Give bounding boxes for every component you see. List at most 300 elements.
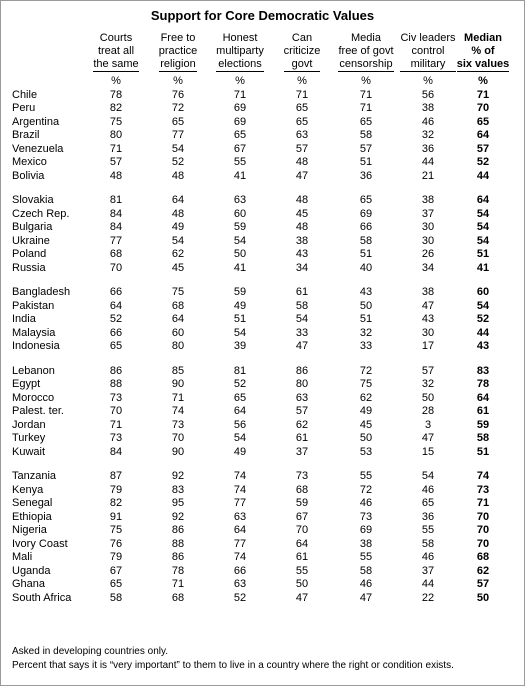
- table-row: [12, 170, 510, 184]
- value-cell: 36: [359, 169, 373, 182]
- value-cell: 43: [295, 248, 309, 260]
- value-cell: 41: [233, 169, 247, 182]
- value-cell: 63: [233, 194, 247, 206]
- percent-symbol: %: [173, 75, 183, 87]
- value-cell: 67: [233, 142, 247, 155]
- median-value: 57: [476, 578, 490, 590]
- value-cell: 38: [421, 194, 435, 206]
- value-cell: 50: [421, 391, 435, 404]
- column-header-criticize: Can criticize govt: [283, 32, 321, 70]
- table-row: [12, 378, 510, 392]
- value-cell: 57: [295, 142, 309, 155]
- table-row: [12, 156, 510, 170]
- value-cell: 40: [359, 261, 373, 274]
- table-row: [12, 262, 510, 276]
- value-cell: 45: [359, 418, 373, 431]
- value-cell: 86: [109, 364, 123, 377]
- value-cell: 75: [359, 378, 373, 390]
- country-name: Ghana: [12, 578, 46, 590]
- value-cell: 74: [233, 483, 247, 496]
- country-name: Mali: [12, 551, 33, 563]
- value-cell: 68: [109, 248, 123, 260]
- value-cell: 41: [233, 261, 247, 274]
- value-cell: 65: [171, 115, 185, 128]
- table-row: [12, 470, 510, 484]
- value-cell: 71: [233, 88, 247, 101]
- table-row: [12, 116, 510, 130]
- median-value: 41: [476, 261, 490, 274]
- value-cell: 55: [295, 564, 309, 577]
- value-cell: 58: [359, 564, 373, 577]
- country-name: Argentina: [12, 115, 60, 128]
- median-value: 68: [476, 551, 490, 563]
- table-row: [12, 432, 510, 446]
- table-row: [12, 511, 510, 525]
- value-cell: 61: [295, 286, 309, 298]
- value-cell: 52: [109, 313, 123, 325]
- value-cell: 66: [233, 564, 247, 577]
- median-value: 64: [476, 194, 490, 206]
- value-cell: 49: [233, 299, 247, 312]
- value-cell: 46: [359, 497, 373, 509]
- value-cell: 84: [109, 221, 123, 233]
- median-value: 54: [476, 207, 490, 220]
- table-row: [12, 89, 510, 103]
- value-cell: 53: [359, 445, 373, 458]
- value-cell: 62: [359, 391, 373, 404]
- value-cell: 50: [359, 299, 373, 312]
- value-cell: 63: [295, 129, 309, 141]
- value-cell: 71: [171, 391, 185, 404]
- value-cell: 33: [359, 340, 373, 352]
- value-cell: 72: [359, 364, 373, 377]
- value-cell: 50: [359, 432, 373, 444]
- table-row: [12, 446, 510, 460]
- value-cell: 72: [171, 102, 185, 114]
- value-cell: 64: [233, 524, 247, 536]
- value-cell: 34: [421, 261, 435, 274]
- value-cell: 56: [421, 88, 435, 101]
- value-cell: 17: [421, 340, 435, 352]
- value-cell: 49: [359, 405, 373, 417]
- table-row: [12, 129, 510, 143]
- country-name: South Africa: [12, 591, 72, 604]
- value-cell: 65: [233, 129, 247, 141]
- value-cell: 71: [109, 418, 123, 431]
- value-cell: 49: [171, 221, 185, 233]
- median-value: 70: [476, 524, 490, 536]
- value-cell: 51: [359, 248, 373, 260]
- country-name: Egypt: [12, 378, 41, 390]
- table-row: [12, 578, 510, 592]
- country-name: Brazil: [12, 129, 40, 141]
- country-name: Bulgaria: [12, 221, 53, 233]
- value-cell: 22: [421, 591, 435, 604]
- median-value: 60: [476, 286, 490, 298]
- value-cell: 54: [171, 142, 185, 155]
- value-cell: 69: [359, 207, 373, 220]
- value-cell: 54: [295, 313, 309, 325]
- table-row: [12, 143, 510, 157]
- value-cell: 77: [109, 234, 123, 247]
- value-cell: 30: [421, 234, 435, 247]
- country-name: Mexico: [12, 156, 47, 168]
- value-cell: 65: [359, 115, 373, 128]
- value-cell: 52: [171, 156, 185, 168]
- value-cell: 70: [295, 524, 309, 536]
- country-name: Tanzania: [12, 470, 57, 482]
- median-value: 71: [476, 497, 490, 509]
- value-cell: 58: [109, 591, 123, 604]
- value-cell: 86: [171, 551, 185, 563]
- value-cell: 47: [295, 591, 309, 604]
- country-name: Turkey: [12, 432, 46, 444]
- value-cell: 52: [233, 591, 247, 604]
- value-cell: 46: [359, 578, 373, 590]
- value-cell: 82: [109, 497, 123, 509]
- table-row: [12, 484, 510, 498]
- country-name: Russia: [12, 261, 46, 274]
- table-row: [12, 313, 510, 327]
- value-cell: 88: [171, 537, 185, 550]
- header-row: [12, 32, 510, 72]
- median-value: 70: [476, 102, 490, 114]
- value-cell: 54: [233, 234, 247, 247]
- value-cell: 51: [233, 313, 247, 325]
- column-header-religion: Free to practice religion: [158, 32, 198, 70]
- median-value: 61: [476, 405, 490, 417]
- country-name: Senegal: [12, 497, 53, 509]
- median-value: 78: [476, 378, 490, 390]
- percent-symbol: %: [423, 75, 433, 87]
- value-cell: 38: [421, 286, 435, 298]
- column-header-courts: Courts treat all the same: [93, 32, 139, 70]
- value-cell: 38: [359, 537, 373, 550]
- table-row: [12, 221, 510, 235]
- value-cell: 65: [109, 340, 123, 352]
- value-cell: 63: [295, 391, 309, 404]
- group-separator: [12, 275, 510, 286]
- value-cell: 74: [233, 551, 247, 563]
- value-cell: 59: [233, 286, 247, 298]
- value-cell: 74: [171, 405, 185, 417]
- value-cell: 67: [109, 564, 123, 577]
- value-cell: 50: [233, 248, 247, 260]
- median-value: 83: [476, 364, 490, 377]
- value-cell: 28: [421, 405, 435, 417]
- value-cell: 46: [421, 483, 435, 496]
- value-cell: 59: [295, 497, 309, 509]
- country-name: Malaysia: [12, 326, 56, 339]
- table-row: [12, 194, 510, 208]
- percent-symbol: %: [478, 75, 488, 87]
- country-name: Ivory Coast: [12, 537, 68, 550]
- percent-symbol: %: [111, 75, 121, 87]
- value-cell: 78: [171, 564, 185, 577]
- table-row: [12, 392, 510, 406]
- country-name: Chile: [12, 88, 38, 101]
- table-row: [12, 300, 510, 314]
- value-cell: 55: [359, 551, 373, 563]
- value-cell: 71: [109, 142, 123, 155]
- value-cell: 84: [109, 445, 123, 458]
- value-cell: 57: [295, 405, 309, 417]
- value-cell: 58: [421, 537, 435, 550]
- table-row: [12, 405, 510, 419]
- value-cell: 15: [421, 445, 435, 458]
- value-cell: 72: [359, 483, 373, 496]
- median-value: 54: [476, 299, 490, 312]
- median-value: 70: [476, 510, 490, 523]
- column-header-military: Civ leaders control military: [400, 32, 456, 70]
- country-name: Nigeria: [12, 524, 47, 536]
- value-cell: 75: [171, 286, 185, 298]
- country-name: Bangladesh: [12, 286, 71, 298]
- value-cell: 90: [171, 445, 185, 458]
- median-value: 43: [476, 340, 490, 352]
- value-cell: 77: [171, 129, 185, 141]
- value-cell: 95: [171, 497, 185, 509]
- median-value: 50: [476, 591, 490, 604]
- value-cell: 65: [295, 115, 309, 128]
- value-cell: 64: [295, 537, 309, 550]
- median-value: 64: [476, 391, 490, 404]
- value-cell: 3: [424, 418, 432, 431]
- percent-symbol: %: [297, 75, 307, 87]
- value-cell: 37: [421, 564, 435, 577]
- value-cell: 88: [109, 378, 123, 390]
- value-cell: 37: [421, 207, 435, 220]
- value-cell: 71: [171, 578, 185, 590]
- value-cell: 55: [233, 156, 247, 168]
- value-cell: 73: [109, 432, 123, 444]
- median-value: 65: [476, 115, 490, 128]
- value-cell: 54: [171, 234, 185, 247]
- median-value: 51: [476, 248, 490, 260]
- value-cell: 70: [109, 261, 123, 274]
- value-cell: 46: [421, 115, 435, 128]
- value-cell: 47: [421, 299, 435, 312]
- value-cell: 45: [171, 261, 185, 274]
- table-title: Support for Core Democratic Values: [150, 8, 375, 23]
- value-cell: 71: [359, 88, 373, 101]
- value-cell: 77: [233, 497, 247, 509]
- value-cell: 92: [171, 510, 185, 523]
- country-name: Lebanon: [12, 364, 55, 377]
- value-cell: 76: [109, 537, 123, 550]
- percent-symbol: %: [361, 75, 371, 87]
- footnote-line: Asked in developing countries only.: [12, 646, 169, 657]
- median-value: 70: [476, 537, 490, 550]
- country-name: Kenya: [12, 483, 44, 496]
- value-cell: 79: [109, 483, 123, 496]
- value-cell: 73: [171, 418, 185, 431]
- country-name: Slovakia: [12, 194, 54, 206]
- value-cell: 51: [359, 156, 373, 168]
- value-cell: 58: [359, 234, 373, 247]
- median-value: 44: [476, 326, 490, 339]
- value-cell: 49: [233, 445, 247, 458]
- country-name: India: [12, 313, 36, 325]
- value-cell: 64: [233, 405, 247, 417]
- value-cell: 61: [295, 551, 309, 563]
- country-name: Czech Rep.: [12, 207, 70, 220]
- value-cell: 65: [359, 194, 373, 206]
- value-cell: 69: [359, 524, 373, 536]
- value-cell: 48: [295, 156, 309, 168]
- country-name: Ethiopia: [12, 510, 52, 523]
- median-value: 54: [476, 234, 490, 247]
- median-value: 74: [476, 470, 490, 482]
- value-cell: 80: [295, 378, 309, 390]
- value-cell: 84: [109, 207, 123, 220]
- value-cell: 54: [421, 470, 435, 482]
- median-value: 52: [476, 313, 490, 325]
- value-cell: 87: [109, 470, 123, 482]
- value-cell: 43: [421, 313, 435, 325]
- value-cell: 71: [295, 88, 309, 101]
- value-cell: 80: [171, 340, 185, 352]
- value-cell: 38: [295, 234, 309, 247]
- value-cell: 66: [109, 286, 123, 298]
- median-value: 59: [476, 418, 490, 431]
- value-cell: 48: [171, 207, 185, 220]
- value-cell: 54: [233, 326, 247, 339]
- value-cell: 90: [171, 378, 185, 390]
- value-cell: 81: [233, 364, 247, 377]
- median-value: 64: [476, 129, 490, 141]
- value-cell: 66: [359, 221, 373, 233]
- value-cell: 57: [359, 142, 373, 155]
- column-header-media: Media free of govt censorship: [338, 32, 394, 70]
- value-cell: 39: [233, 340, 247, 352]
- value-cell: 83: [171, 483, 185, 496]
- value-cell: 48: [109, 169, 123, 182]
- value-cell: 67: [295, 510, 309, 523]
- country-name: Bolivia: [12, 169, 45, 182]
- value-cell: 74: [233, 470, 247, 482]
- value-cell: 56: [233, 418, 247, 431]
- values-table: [12, 32, 510, 605]
- value-cell: 80: [109, 129, 123, 141]
- value-cell: 55: [359, 470, 373, 482]
- median-value: 44: [476, 169, 490, 182]
- value-cell: 78: [109, 88, 123, 101]
- value-cell: 65: [421, 497, 435, 509]
- table-body: [12, 72, 510, 605]
- table-row: [12, 327, 510, 341]
- table-row: [12, 551, 510, 565]
- value-cell: 64: [109, 299, 123, 312]
- value-cell: 32: [421, 378, 435, 390]
- value-cell: 30: [421, 221, 435, 233]
- value-cell: 48: [295, 194, 309, 206]
- value-cell: 69: [233, 115, 247, 128]
- table-row: [12, 419, 510, 433]
- value-cell: 32: [359, 326, 373, 339]
- value-cell: 66: [109, 326, 123, 339]
- footnote-line: Percent that says it is “very important” to them to live in a country where the right or condition exists.: [12, 659, 454, 671]
- group-separator: [12, 354, 510, 365]
- value-cell: 59: [233, 221, 247, 233]
- table-row: [12, 497, 510, 511]
- median-value: 73: [476, 483, 490, 496]
- value-cell: 21: [421, 169, 435, 182]
- value-cell: 64: [171, 313, 185, 325]
- value-cell: 76: [171, 88, 185, 101]
- value-cell: 91: [109, 510, 123, 523]
- median-value: 51: [476, 445, 490, 458]
- value-cell: 45: [295, 207, 309, 220]
- percent-row: [12, 72, 510, 89]
- value-cell: 68: [295, 483, 309, 496]
- country-name: Jordan: [12, 418, 46, 431]
- country-name: Venezuela: [12, 142, 64, 155]
- value-cell: 43: [359, 286, 373, 298]
- country-name: Uganda: [12, 564, 51, 577]
- table-row: [12, 524, 510, 538]
- value-cell: 71: [359, 102, 373, 114]
- table-row: [12, 248, 510, 262]
- value-cell: 57: [109, 156, 123, 168]
- median-value: 57: [476, 142, 490, 155]
- value-cell: 38: [421, 102, 435, 114]
- value-cell: 68: [171, 591, 185, 604]
- table-row: [12, 538, 510, 552]
- table-row: [12, 592, 510, 606]
- value-cell: 48: [295, 221, 309, 233]
- value-cell: 73: [109, 391, 123, 404]
- value-cell: 82: [109, 102, 123, 114]
- value-cell: 60: [233, 207, 247, 220]
- value-cell: 37: [295, 445, 309, 458]
- table-row: [12, 286, 510, 300]
- country-name: Palest. ter.: [12, 405, 64, 417]
- table-row: [12, 208, 510, 222]
- value-cell: 64: [171, 194, 185, 206]
- value-cell: 75: [109, 524, 123, 536]
- table-row: [12, 365, 510, 379]
- value-cell: 30: [421, 326, 435, 339]
- column-header-elections: Honest multiparty elections: [216, 32, 264, 70]
- value-cell: 79: [109, 551, 123, 563]
- median-value: 52: [476, 156, 490, 168]
- value-cell: 62: [171, 248, 185, 260]
- country-name: Morocco: [12, 391, 55, 404]
- value-cell: 63: [233, 510, 247, 523]
- value-cell: 70: [171, 432, 185, 444]
- median-value: 54: [476, 221, 490, 233]
- country-name: Kuwait: [12, 445, 46, 458]
- value-cell: 77: [233, 537, 247, 550]
- table-row: [12, 565, 510, 579]
- value-cell: 73: [359, 510, 373, 523]
- column-header-median: Median % of six values: [456, 32, 510, 70]
- value-cell: 58: [359, 129, 373, 141]
- value-cell: 47: [359, 591, 373, 604]
- value-cell: 65: [109, 578, 123, 590]
- value-cell: 65: [233, 391, 247, 404]
- value-cell: 57: [421, 364, 435, 377]
- group-separator: [12, 183, 510, 194]
- value-cell: 61: [295, 432, 309, 444]
- group-separator: [12, 459, 510, 470]
- table-row: [12, 102, 510, 116]
- value-cell: 34: [295, 261, 309, 274]
- value-cell: 58: [295, 299, 309, 312]
- country-name: Indonesia: [12, 340, 60, 352]
- value-cell: 86: [171, 524, 185, 536]
